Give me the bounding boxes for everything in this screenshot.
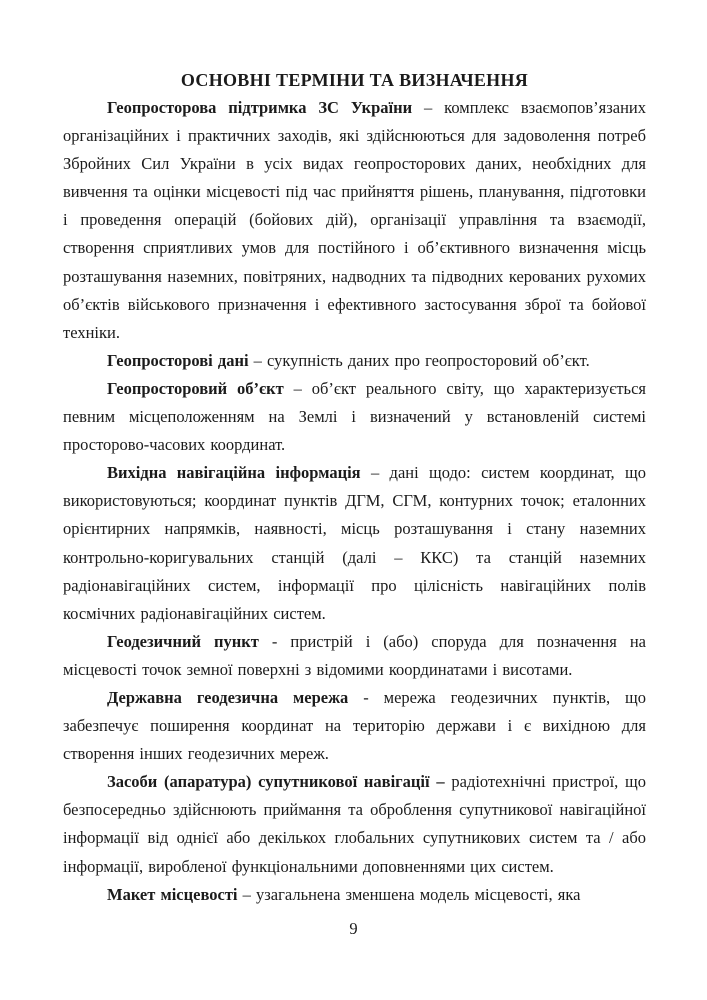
paragraph-geodetic-point (63, 628, 646, 684)
definition-geospatial-data: – сукупність даних про геопросторовий об’єкт. (248, 350, 590, 370)
term-state-geodetic-network: Державна геодезична мережа (107, 687, 349, 707)
page-number: 9 (349, 919, 358, 938)
term-terrain-model: Макет місцевості (107, 884, 238, 904)
paragraph-state-geodetic-network (63, 684, 646, 768)
term-initial-navigation-info: Вихідна навігаційна інформація (107, 463, 361, 483)
definition-geospatial-object: – об’єкт реального світу, що характеризується певним місцеположенням на Землі і визначений у встановленій системі просторово-часових координат. (63, 378, 646, 455)
term-satellite-navigation-equipment: Засоби (апаратура) супутникової навігації – (107, 772, 445, 792)
definition-terrain-model: – узагальнена зменшена модель місцевості, яка (237, 884, 581, 904)
definition-geodetic-point: - пристрій і (або) споруда для позначення на місцевості точок земної поверхні з відомими координатами і висотами. (63, 631, 646, 679)
document-content (63, 66, 646, 909)
definition-satellite-navigation-equipment: радіотехнічні пристрої, що безпосередньо здійснюють приймання та оброблення супутникової навігаційної інформації від однієї або декількох глобальних супутникових систем та / або інформації, виробленої функціональними доповненнями цих систем. (63, 772, 646, 876)
paragraph-geospatial-support (63, 94, 646, 347)
paragraph-geospatial-data (63, 347, 646, 375)
paragraph-geospatial-object (63, 375, 646, 459)
definition-state-geodetic-network: - мережа геодезичних пунктів, що забезпечує поширення координат на територію держави і є вихідною для створення інших геодезичних мереж. (63, 687, 646, 764)
paragraph-terrain-model (63, 881, 646, 909)
term-geospatial-support: Геопросторова підтримка ЗС України (107, 98, 413, 117)
term-geodetic-point: Геодезичний пункт (107, 631, 259, 651)
definition-geospatial-support: – комплекс взаємопов’язаних організаційних і практичних заходів, які здійснюються для задоволення потреб Збройних Сил України в усіх видах геопросторових даних, необхідних для вивчення та оцінки місцевості під час прийняття рішень, планування, підготовки і проведення операцій (бойових дій), організації управління та взаємодії, створення сприятливих умов для постійного і об’єктивного визначення місць розташування наземних, повітряних, надводних та підводних керованих рухомих об’єктів військового призначення і ефективного застосування зброї та бойової техніки. (63, 98, 646, 342)
paragraph-satellite-navigation-equipment (63, 768, 646, 880)
term-geospatial-data: Геопросторові дані (107, 350, 249, 370)
definition-initial-navigation-info: – дані щодо: систем координат, що використовуються; координат пунктів ДГМ, СГМ, контурних точок; еталонних орієнтирних напрямків, наявності, місць розташування і стану наземних контрольно-коригувальних станцій (далі – ККС) та станцій наземних радіонавігаційних систем, інформації про цілісність навігаційних полів космічних радіонавігаційних систем. (63, 463, 646, 623)
page-title: ОСНОВНІ ТЕРМІНИ ТА ВИЗНАЧЕННЯ (180, 70, 529, 90)
term-geospatial-object: Геопросторовий об’єкт (107, 378, 284, 398)
paragraph-initial-navigation-info (63, 459, 646, 628)
